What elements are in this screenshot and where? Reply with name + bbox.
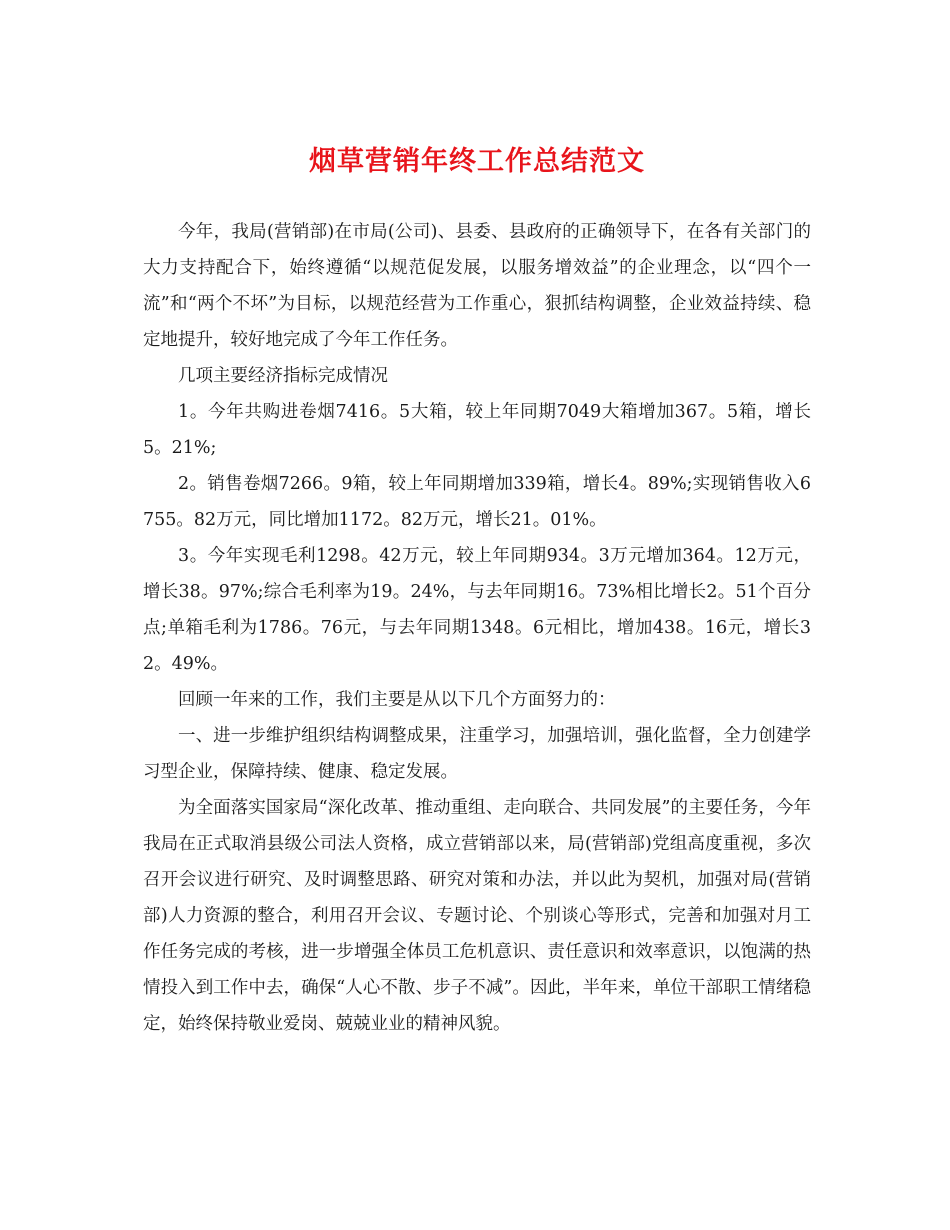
document-title: 烟草营销年终工作总结范文: [309, 146, 645, 177]
paragraph-indicators-heading: 几项主要经济指标完成情况: [178, 366, 388, 386]
paragraph-review: 回顾一年来的工作，我们主要是从以下几个方面努力的：: [178, 690, 616, 710]
paragraph-intro: 今年，我局(营销部)在市局(公司)、县委、县政府的正确领导下，在各有关部门的大力支持配合下，始终遵循“以规范促发展，以服务增效益”的企业理念，以“四个一流”和“两个不坏”为目标，以规范经营为工作重心，狠抓结构调整，企业效益持续、稳定地提升，较好地完成了今年工作任务。: [143, 222, 811, 350]
paragraph-item-3: 3。今年实现毛利1298。42万元，较上年同期934。3万元增加364。12万元，增长38。97%;综合毛利率为19。24%，与去年同期16。73%相比增长2。51个百分点;单箱毛利为1786。76元，与去年同期1348。6元相比，增加438。16元，增长32。49%。: [143, 546, 811, 674]
paragraph-item-1: 1。今年共购进卷烟7416。5大箱，较上年同期7049大箱增加367。5箱，增长5。21%;: [143, 402, 811, 458]
paragraph-item-2: 2。销售卷烟7266。9箱，较上年同期增加339箱，增长4。89%;实现销售收入6755。82万元，同比增加1172。82万元，增长21。01%。: [143, 474, 811, 530]
paragraph-section-1: 一、进一步维护组织结构调整成果，注重学习，加强培训，强化监督，全力创建学习型企业，保障持续、健康、稳定发展。: [143, 726, 811, 782]
paragraph-section-1-body: 为全面落实国家局“深化改革、推动重组、走向联合、共同发展”的主要任务，今年我局在正式取消县级公司法人资格，成立营销部以来，局(营销部)党组高度重视，多次召开会议进行研究、及时调整思路、研究对策和办法，并以此为契机，加强对局(营销部)人力资源的整合，利用召开会议、专题讨论、个别谈心等形式，完善和加强对月工作任务完成的考核，进一步增强全体员工危机意识、责任意识和效率意识，以饱满的热情投入到工作中去，确保“人心不散、步子不减”。因此，半年来，单位干部职工情绪稳定，始终保持敬业爱岗、兢兢业业的精神风貌。: [143, 798, 811, 1034]
document-page: [143, 140, 811, 1042]
